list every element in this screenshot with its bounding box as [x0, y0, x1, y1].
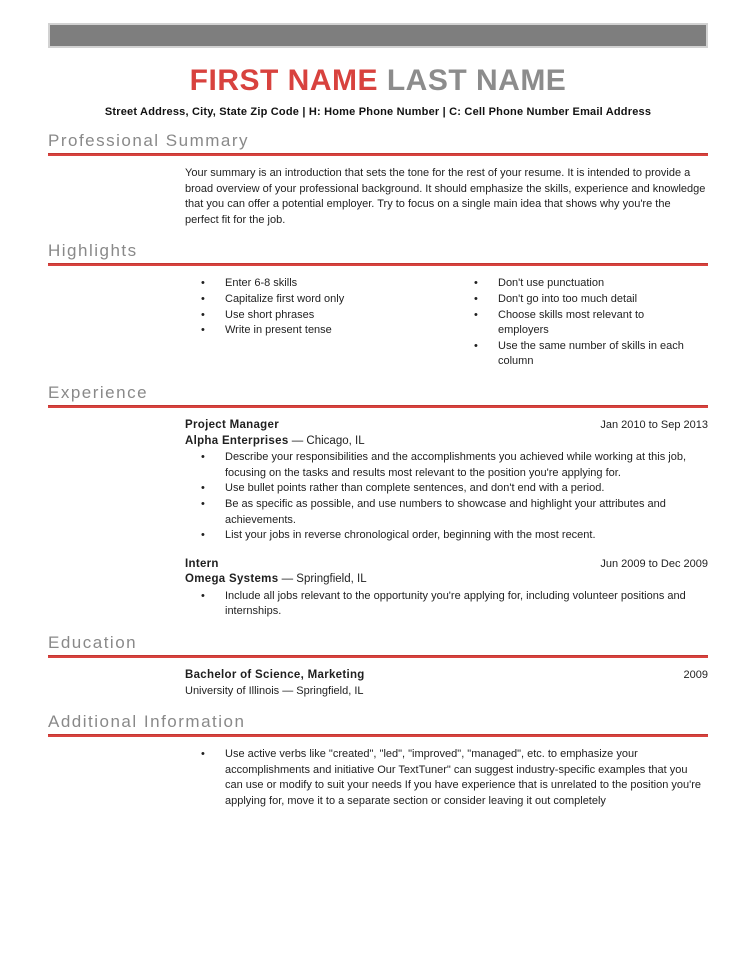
- bullet-icon: •: [201, 292, 205, 305]
- bullet-icon: •: [201, 324, 205, 337]
- highlight-text: Don't go into too much detail: [498, 292, 638, 305]
- last-name: LAST NAME: [386, 64, 567, 97]
- job-role: Intern: [185, 557, 219, 570]
- list-item: [458, 292, 693, 308]
- bullet-icon: •: [201, 308, 205, 321]
- section-experience: [48, 383, 708, 620]
- section-rule: [48, 655, 708, 658]
- bullet-icon: •: [474, 277, 478, 290]
- highlight-text: Choose skills most relevant to employers: [498, 308, 645, 337]
- list-item: [185, 589, 708, 620]
- job-company: Omega Systems: [185, 573, 279, 586]
- job-location: — Chicago, IL: [288, 434, 365, 447]
- bullet-icon: •: [201, 451, 205, 464]
- bullet-icon: •: [201, 748, 205, 761]
- section-highlights: [48, 241, 708, 370]
- section-heading-highlights: Highlights: [48, 241, 138, 261]
- highlight-text: Write in present tense: [225, 324, 332, 337]
- job-dates: Jan 2010 to Sep 2013: [600, 418, 708, 431]
- contact-line: Street Address, City, State Zip Code | H: Home Phone Number | C: Cell Phone Number Email Address: [104, 106, 652, 118]
- list-item: [185, 292, 458, 308]
- job-company: Alpha Enterprises: [185, 434, 289, 447]
- experience-job-2: [185, 557, 708, 620]
- list-item: [185, 747, 708, 809]
- section-professional-summary: [48, 131, 708, 228]
- job-company-line: [185, 572, 708, 588]
- education-degree: Bachelor of Science, Marketing: [185, 669, 365, 682]
- highlight-text: Capitalize first word only: [225, 292, 345, 305]
- list-item: [458, 339, 693, 370]
- header-accent-bar: [48, 23, 708, 48]
- summary-text: Your summary is an introduction that sets the tone for the rest of your resume. It is intended to provide a broad overview of your professional background. It should emphasize the skills, experience and knowledge that you can offer a potential employer. Try to focus on a single main idea that shows why you're the perfect fit for the job.: [185, 167, 706, 226]
- section-rule: [48, 405, 708, 408]
- section-heading-experience: Experience: [48, 382, 149, 402]
- section-rule: [48, 734, 708, 737]
- section-rule: [48, 153, 708, 156]
- job-bullet-list: [185, 450, 708, 544]
- highlight-text: Don't use punctuation: [498, 277, 605, 290]
- bullet-icon: •: [474, 339, 478, 352]
- bullet-icon: •: [474, 292, 478, 305]
- list-item: [185, 308, 458, 324]
- first-name: FIRST NAME: [189, 64, 387, 97]
- education-year: 2009: [683, 669, 708, 682]
- section-rule: [48, 263, 708, 266]
- job-bullet-text: Be as specific as possible, and use numbers to showcase and highlight your attributes and achievements.: [225, 497, 666, 526]
- job-dates: Jun 2009 to Dec 2009: [600, 557, 708, 570]
- list-item: [458, 308, 693, 339]
- highlights-left-list: [185, 276, 458, 370]
- bullet-icon: •: [201, 277, 205, 290]
- list-item: [185, 481, 708, 497]
- job-bullet-text: Include all jobs relevant to the opportunity you're applying for, including volunteer positions and internships.: [225, 589, 686, 618]
- bullet-icon: •: [474, 308, 478, 321]
- section-education: [48, 633, 708, 699]
- bullet-icon: •: [201, 497, 205, 510]
- experience-job-1: [185, 418, 708, 544]
- job-role: Project Manager: [185, 418, 279, 431]
- highlight-text: Use short phrases: [225, 308, 315, 321]
- additional-bullet-text: Use active verbs like "created", "led", "improved", "managed", etc. to emphasize your accomplishments and initiative Our TextTuner" can suggest industry-specific examples that you can use or modify to suit your needs If you have experience that is unrelated to the position you're applying for, move it to a separate section or consider leaving it out completely: [225, 748, 701, 808]
- list-item: [185, 276, 458, 292]
- education-school: University of Illinois — Springfield, IL: [185, 684, 364, 697]
- bullet-icon: •: [201, 589, 205, 602]
- list-item: [185, 497, 708, 528]
- job-location: — Springfield, IL: [278, 573, 367, 586]
- highlights-right-list: [458, 276, 693, 370]
- list-item: [185, 528, 708, 544]
- bullet-icon: •: [201, 482, 205, 495]
- job-bullet-text: Describe your responsibilities and the accomplishments you achieved while working at this job, focusing on the tasks and results most relevant to the position you're applying for.: [225, 451, 687, 479]
- job-bullet-text: List your jobs in reverse chronological order, beginning with the most recent.: [225, 529, 596, 542]
- job-bullet-list: [185, 589, 708, 620]
- highlight-text: Use the same number of skills in each column: [498, 339, 684, 368]
- section-heading-professional-summary: Professional Summary: [48, 131, 250, 150]
- job-company-line: [185, 434, 708, 450]
- bullet-icon: •: [201, 529, 205, 542]
- job-bullet-text: Use bullet points rather than complete sentences, and don't end with a period.: [225, 482, 605, 495]
- list-item: [458, 276, 693, 292]
- section-heading-additional-information: Additional Information: [48, 712, 246, 732]
- section-heading-education: Education: [48, 633, 138, 653]
- highlights-columns: [185, 276, 708, 370]
- highlight-text: Enter 6-8 skills: [225, 277, 298, 290]
- list-item: [185, 450, 708, 481]
- section-additional-information: [48, 712, 708, 809]
- name-title: [48, 64, 708, 98]
- list-item: [185, 323, 458, 339]
- additional-bullet-list: [185, 747, 708, 809]
